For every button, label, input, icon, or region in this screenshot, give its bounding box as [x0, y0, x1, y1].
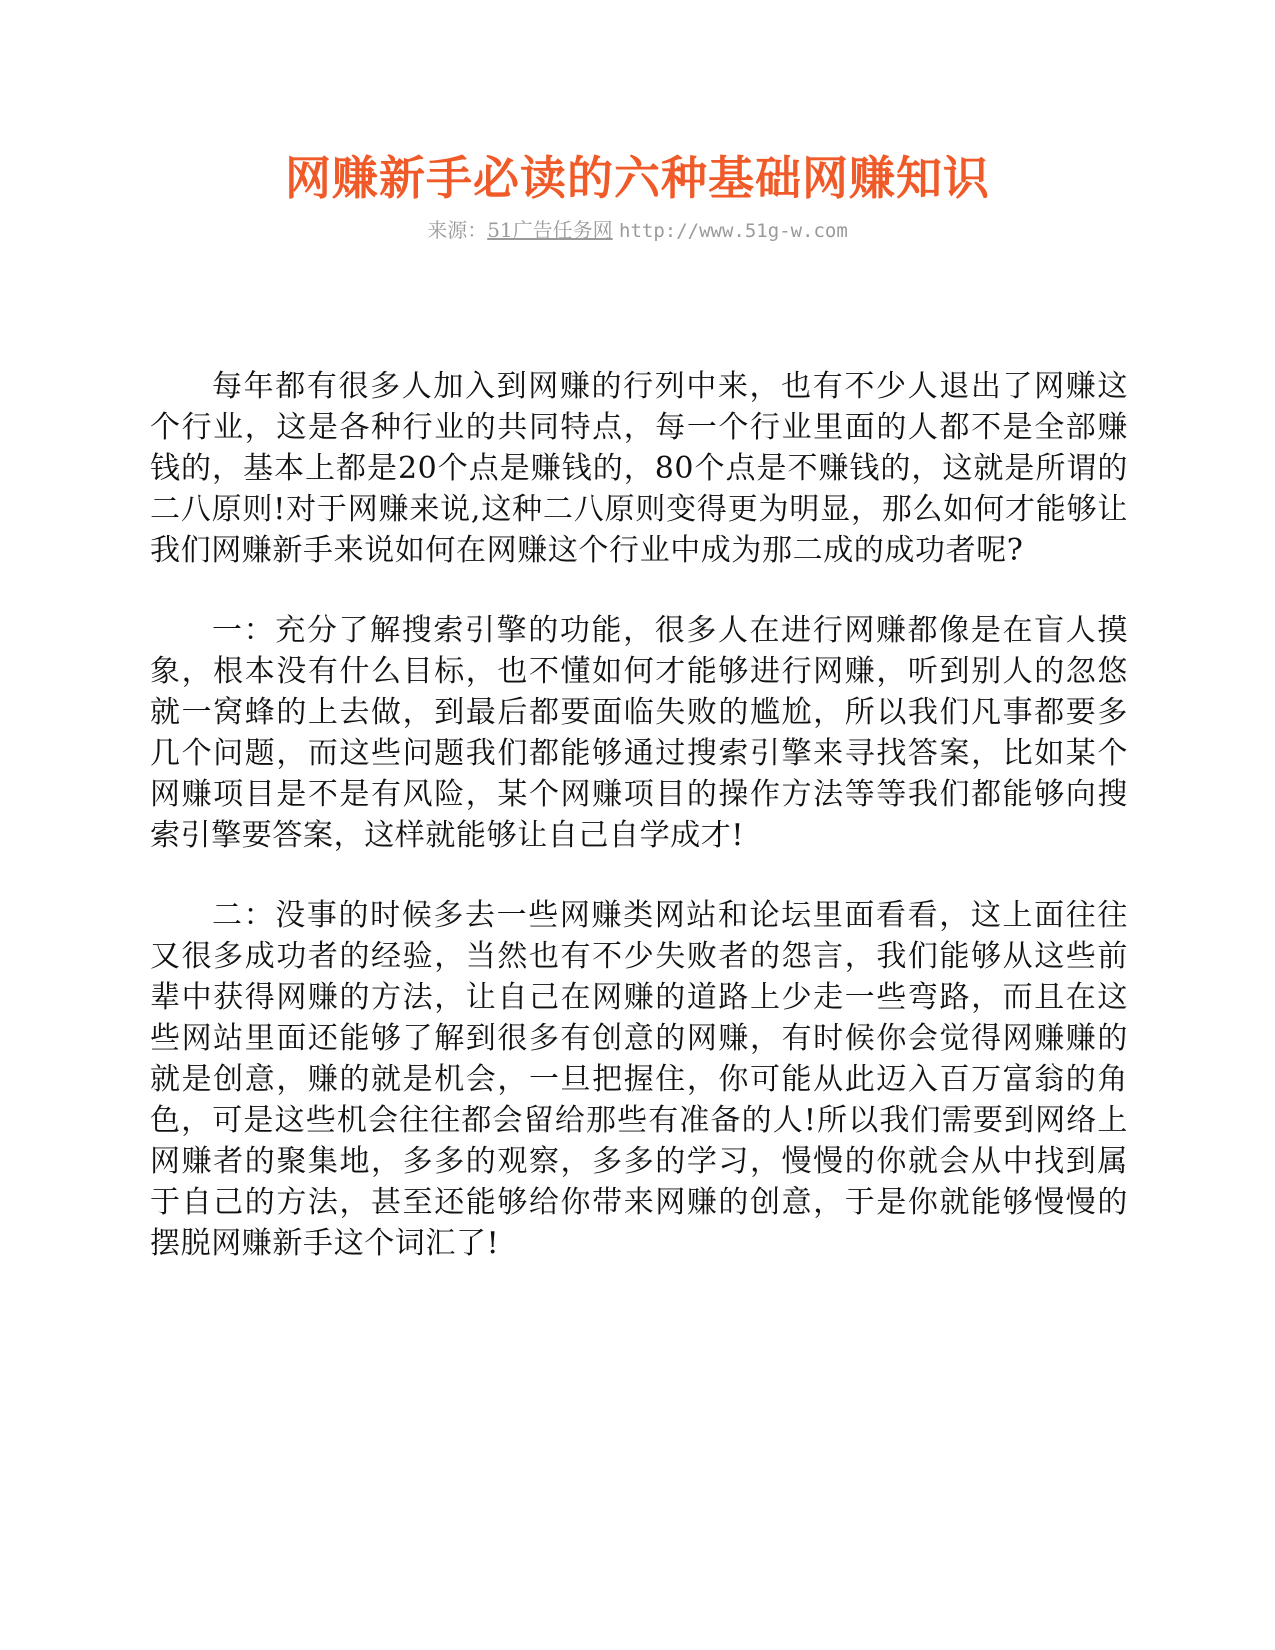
- source-link[interactable]: 51广告任务网: [487, 218, 613, 242]
- paragraph-search-engine: 一：充分了解搜索引擎的功能，很多人在进行网赚都像是在盲人摸象，根本没有什么目标，也不懂如何才能够进行网赚，听到别人的忽悠就一窝蜂的上去做，到最后都要面临失败的尴尬，所以我们凡事都要多几个问题，而这些问题我们都能够通过搜索引擎来寻找答案，比如某个网赚项目是不是有风险，某个网赚项目的操作方法等等我们都能够向搜索引擎要答案，这样就能够让自己自学成才!: [150, 613, 1128, 853]
- paragraph-intro: 每年都有很多人加入到网赚的行列中来，也有不少人退出了网赚这个行业，这是各种行业的共同特点，每一个行业里面的人都不是全部赚钱的，基本上都是20个点是赚钱的，80个点是不赚钱的，这就是所谓的二八原则!对于网赚来说,这种二八原则变得更为明显，那么如何才能够让我们网赚新手来说如何在网赚这个行业中成为那二成的成功者呢?: [150, 369, 1128, 568]
- document-title: 网赚新手必读的六种基础网赚知识: [285, 151, 990, 205]
- article-body: [150, 366, 1128, 1303]
- source-url: http://www.51g-w.com: [619, 220, 848, 242]
- paragraph-forums: 二：没事的时候多去一些网赚类网站和论坛里面看看，这上面往往又很多成功者的经验，当然也有不少失败者的怨言，我们能够从这些前辈中获得网赚的方法，让自己在网赚的道路上少走一些弯路，而且在这些网站里面还能够了解到很多有创意的网赚，有时候你会觉得网赚赚的就是创意，赚的就是机会，一旦把握住，你可能从此迈入百万富翁的角色，可是这些机会往往都会留给那些有准备的人!所以我们需要到网络上网赚者的聚集地，多多的观察，多多的学习，慢慢的你就会从中找到属于自己的方法，甚至还能够给你带来网赚的创意，于是你就能够慢慢的摆脱网赚新手这个词汇了!: [150, 898, 1128, 1261]
- source-line: [0, 216, 1275, 245]
- source-label: 来源：: [427, 218, 488, 242]
